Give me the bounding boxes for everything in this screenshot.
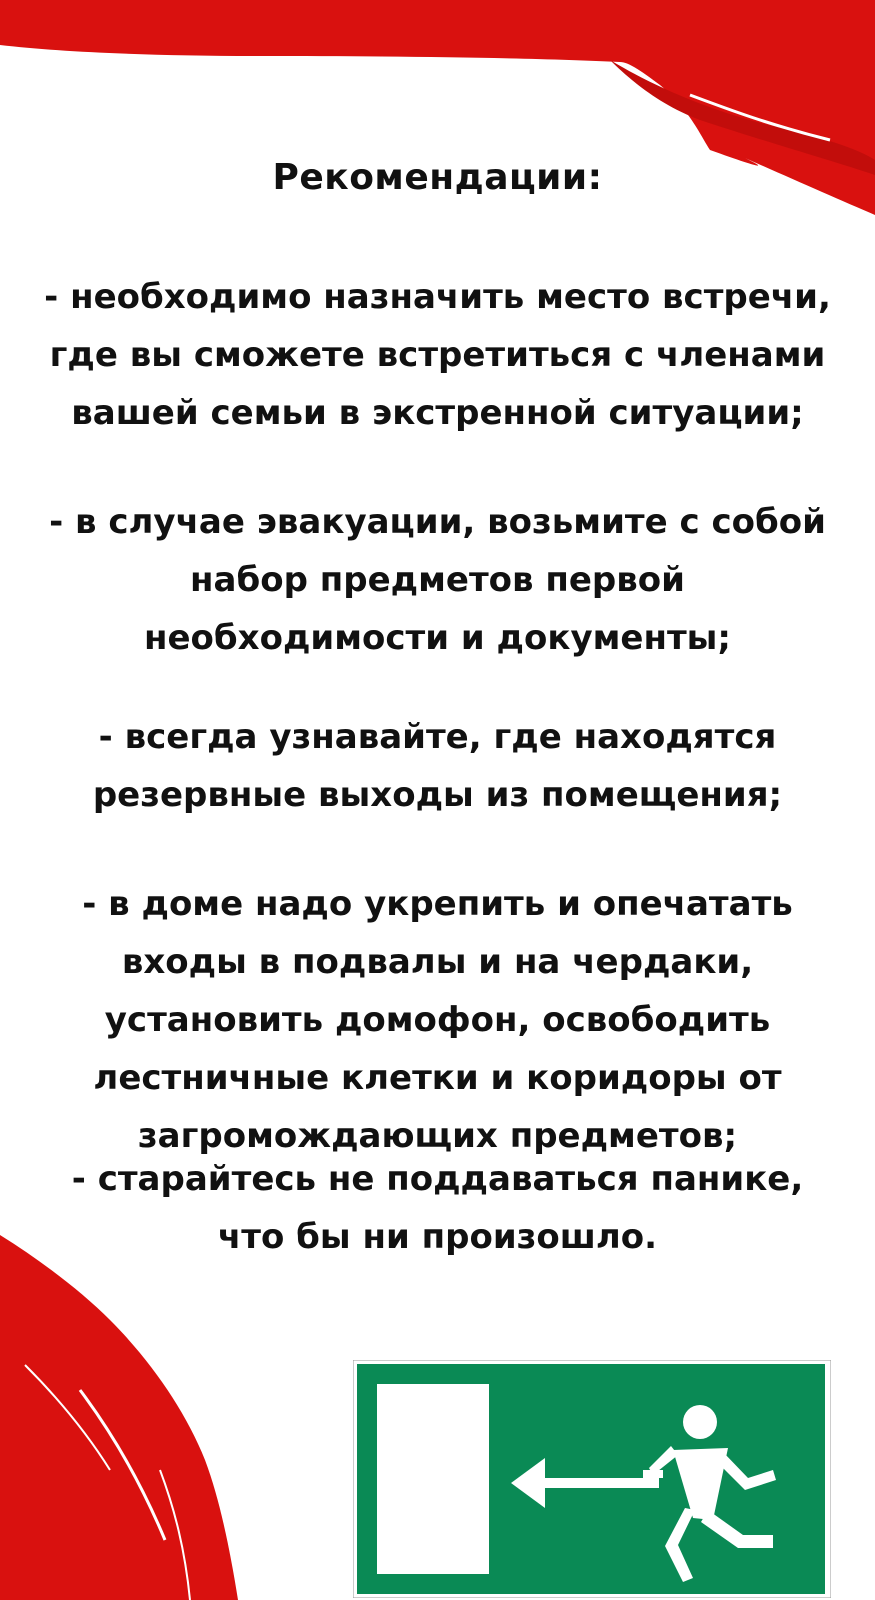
recommendation-line: входы в подвалы и на чердаки,	[121, 942, 754, 982]
recommendation-item	[0, 708, 875, 824]
recommendation-line: установить домофон, освободить	[104, 1000, 771, 1040]
page-title: Рекомендации:	[272, 157, 603, 198]
recommendation-line: загромождающих предметов;	[137, 1116, 738, 1156]
recommendation-line: набор предметов первой	[190, 560, 685, 600]
bottom-brush-stroke	[0, 1235, 238, 1600]
recommendation-line: резервные выходы из помещения;	[92, 775, 783, 815]
recommendation-line: где вы сможете встретиться с членами	[49, 335, 826, 375]
recommendation-item	[0, 875, 875, 1165]
recommendation-line: - старайтесь не поддаваться панике,	[71, 1159, 804, 1199]
recommendation-line: вашей семьи в экстренной ситуации;	[71, 393, 804, 433]
recommendation-line: что бы ни произошло.	[217, 1217, 658, 1257]
recommendation-line: необходимости и документы;	[144, 618, 731, 658]
recommendation-line: - в случае эвакуации, возьмите с собой	[49, 502, 826, 542]
recommendation-line: - в доме надо укрепить и опечатать	[82, 884, 793, 924]
recommendation-item	[0, 1150, 875, 1266]
recommendation-line: - необходимо назначить место встречи,	[44, 277, 831, 317]
door-icon	[377, 1384, 489, 1574]
emergency-exit-sign	[353, 1360, 831, 1598]
recommendation-line: - всегда узнавайте, где находятся	[98, 717, 777, 757]
recommendation-line: лестничные клетки и коридоры от	[93, 1058, 782, 1098]
recommendation-item	[0, 268, 875, 442]
recommendation-item	[0, 493, 875, 667]
